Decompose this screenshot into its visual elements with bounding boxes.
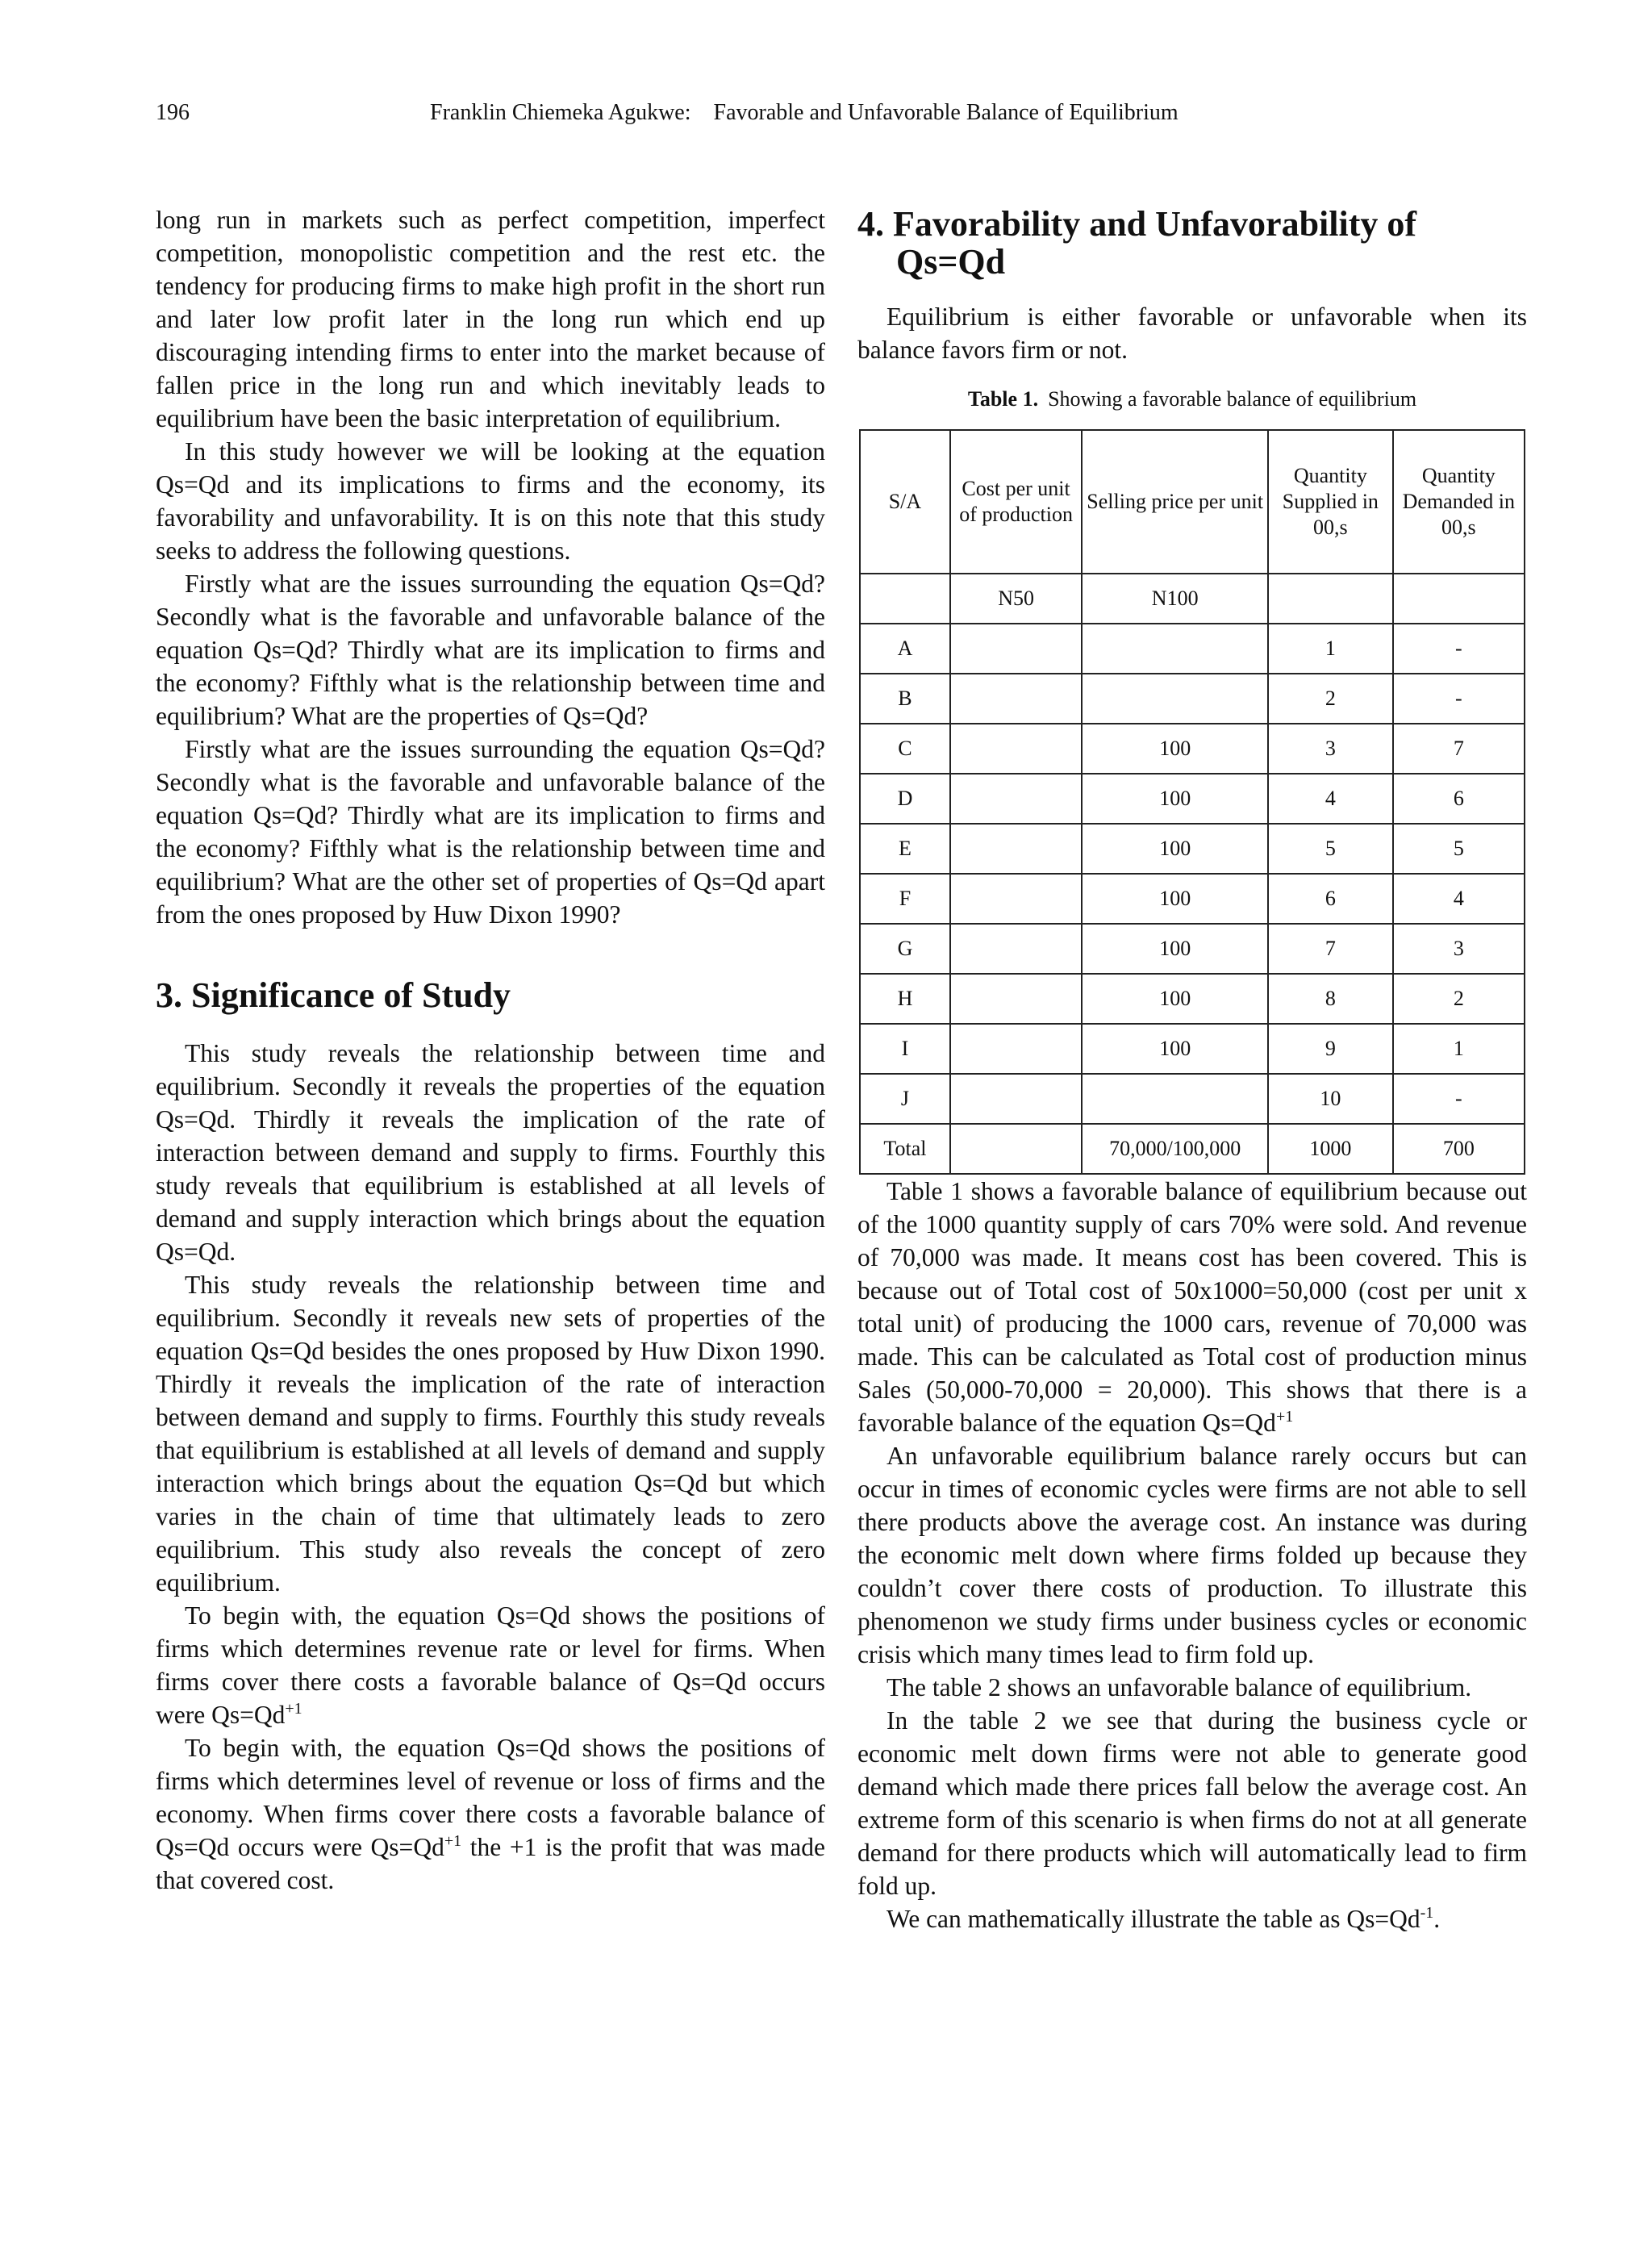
- table-cell: [860, 574, 950, 624]
- table-header-cell: Selling price per unit: [1082, 430, 1268, 574]
- table-caption-label: Table 1.: [967, 387, 1039, 411]
- table-cell: G: [860, 924, 950, 974]
- table-row: [860, 774, 1525, 824]
- paragraph: The table 2 shows an unfavorable balance of equilibrium.: [886, 1673, 1472, 1701]
- table-cell: [950, 674, 1082, 724]
- table-row: [860, 874, 1525, 924]
- table-cell: D: [860, 774, 950, 824]
- table-caption-text: Showing a favorable balance of equilibrium: [1048, 387, 1417, 411]
- table-cell: 2: [1268, 674, 1393, 724]
- table-header-cell: Quantity Demanded in 00,s: [1393, 430, 1525, 574]
- paragraph: Equilibrium is either favorable or unfavorable when its balance favors firm or not.: [857, 303, 1527, 364]
- paragraph-text: the +1 is the profit that was made that covered cost.: [156, 1833, 825, 1894]
- section-heading-favorability: 4. Favorability and Unfavorability of Qs=Qd: [857, 204, 1417, 282]
- table-row: [860, 1124, 1525, 1174]
- paragraph-text: To begin with, the equation Qs=Qd shows the positions of firms which determines level of revenue or loss of firms and the economy. When firms cover there costs a favorable balance of Qs=Qd occurs were Qs=Qd: [156, 1734, 825, 1861]
- paragraph: This study reveals the relationship between time and equilibrium. Secondly it reveals the properties of the equation Qs=Qd. Thirdly it reveals the implication of the rate of interaction between demand and supply to firms. Fourthly this study reveals that equilibrium is established at all levels of demand and supply interaction which brings about the equation Qs=Qd.: [156, 1039, 825, 1266]
- table-cell: 7: [1393, 724, 1525, 774]
- table-cell: 100: [1082, 1024, 1268, 1074]
- table-row: [860, 974, 1525, 1024]
- table-cell: 100: [1082, 874, 1268, 924]
- paragraph: Firstly what are the issues surrounding the equation Qs=Qd? Secondly what is the favorable and unfavorable balance of the equation Qs=Qd? Thirdly what are its implication to firms and the economy? Fifthly what is the relationship between time and equilibrium? What are the other set of properties of Qs=Qd apart from the ones proposed by Huw Dixon 1990?: [156, 735, 825, 929]
- table-cell: -: [1393, 674, 1525, 724]
- paragraph: [857, 1175, 1527, 1439]
- paragraph: In this study however we will be looking at the equation Qs=Qd and its implications to firms and the economy, its favorability and unfavorability. It is on this note that this study seeks to address the following questions.: [156, 437, 825, 565]
- table-row: [860, 574, 1525, 624]
- table-cell: 3: [1393, 924, 1525, 974]
- table-cell: J: [860, 1074, 950, 1124]
- paragraph-text: .: [1433, 1905, 1441, 1933]
- superscript: +1: [1275, 1408, 1294, 1426]
- table-row: [860, 724, 1525, 774]
- table-body: [860, 574, 1525, 1174]
- superscript: +1: [285, 1700, 302, 1718]
- paragraph-text: Table 1 shows a favorable balance of equilibrium because out of the 1000 quantity supply of cars 70% were sold. And revenue of 70,000 was made. It means cost has been covered. This is because out of Total cost of 50x1000=50,000 (cost per unit x total unit) of producing the 1000 cars, revenue of 70,000 was made. This can be calculated as Total cost of production minus Sales (50,000-70,000 = 20,000). This shows that there is a favorable balance of the equation Qs=Qd: [857, 1177, 1527, 1437]
- paragraph: This study reveals the relationship between time and equilibrium. Secondly it reveals new sets of properties of the equation Qs=Qd besides the ones proposed by Huw Dixon 1990. Thirdly it reveals the implication of the rate of interaction between demand and supply to firms. Fourthly this study reveals that equilibrium is established at all levels of demand and supply interaction which brings about the equation Qs=Qd but which varies in the chain of time that ultimately leads to zero equilibrium. This study also reveals the concept of zero equilibrium.: [156, 1271, 825, 1597]
- table-cell: [1082, 624, 1268, 674]
- table-cell: [950, 724, 1082, 774]
- paragraph-text: To begin with, the equation Qs=Qd shows the positions of firms which determines revenue rate or level for firms. When firms cover there costs a favorable balance of Qs=Qd occurs were Qs=Qd: [156, 1601, 825, 1729]
- table-cell: 1: [1393, 1024, 1525, 1074]
- table-header-cell: S/A: [860, 430, 950, 574]
- table-cell: [950, 1124, 1082, 1174]
- page-header: [156, 95, 1504, 131]
- running-title: Franklin Chiemeka Agukwe: Favorable and Unfavorable Balance of Equilibrium: [430, 100, 1179, 125]
- table-cell: [950, 974, 1082, 1024]
- paragraph: long run in markets such as perfect competition, imperfect competition, monopolistic competition and the rest etc. the tendency for producing firms to make high profit in the short run and later low profit later in the long run which end up discouraging intending firms to enter into the market because of fallen price in the long run and which inevitably leads to equilibrium have been the basic interpretation of equilibrium.: [156, 206, 825, 432]
- table-cell: -: [1393, 624, 1525, 674]
- table-row: [860, 624, 1525, 674]
- table-cell: 5: [1268, 824, 1393, 874]
- data-table: [859, 429, 1525, 1175]
- table-cell: F: [860, 874, 950, 924]
- paragraph: [857, 1902, 1527, 1935]
- right-column: [857, 203, 1527, 1935]
- table-cell: 4: [1268, 774, 1393, 824]
- table-cell: 4: [1393, 874, 1525, 924]
- superscript: -1: [1420, 1904, 1434, 1922]
- table-cell: [1082, 674, 1268, 724]
- table-cell: [950, 874, 1082, 924]
- table-cell: E: [860, 824, 950, 874]
- table-cell: 100: [1082, 824, 1268, 874]
- table-cell: [1268, 574, 1393, 624]
- table-cell: 700: [1393, 1124, 1525, 1174]
- table-cell: B: [860, 674, 950, 724]
- table-cell: 100: [1082, 974, 1268, 1024]
- table-cell: C: [860, 724, 950, 774]
- table-cell: [950, 1024, 1082, 1074]
- table-row: [860, 1024, 1525, 1074]
- table-cell: 7: [1268, 924, 1393, 974]
- table-caption: [857, 386, 1527, 413]
- table-cell: 2: [1393, 974, 1525, 1024]
- section-heading-significance: 3. Significance of Study: [156, 975, 511, 1015]
- paragraph-text: We can mathematically illustrate the table as Qs=Qd: [886, 1905, 1420, 1933]
- table-cell: [950, 1074, 1082, 1124]
- table-row: [860, 924, 1525, 974]
- table-cell: 5: [1393, 824, 1525, 874]
- table-cell: H: [860, 974, 950, 1024]
- table-cell: [950, 824, 1082, 874]
- table-cell: N100: [1082, 574, 1268, 624]
- table-cell: [1393, 574, 1525, 624]
- table-cell: 100: [1082, 924, 1268, 974]
- table-cell: 100: [1082, 774, 1268, 824]
- paragraph: An unfavorable equilibrium balance rarely occurs but can occur in times of economic cycles were firms are not able to sell there products above the average cost. An instance was during the economic melt down where firms folded up because they couldn’t cover there costs of production. To illustrate this phenomenon we study firms under business cycles or economic crisis which many times lead to firm fold up.: [857, 1442, 1527, 1668]
- table-header-cell: Cost per unit of production: [950, 430, 1082, 574]
- paragraph: Firstly what are the issues surrounding the equation Qs=Qd? Secondly what is the favorable and unfavorable balance of the equation Qs=Qd? Thirdly what are its implication to firms and the economy? Fifthly what is the relationship between time and equilibrium? What are the properties of Qs=Qd?: [156, 570, 825, 730]
- table-row: [860, 824, 1525, 874]
- table-cell: 9: [1268, 1024, 1393, 1074]
- table-cell: 10: [1268, 1074, 1393, 1124]
- table-cell: 100: [1082, 724, 1268, 774]
- page-number: 196: [156, 100, 190, 125]
- table-cell: [1082, 1074, 1268, 1124]
- table-cell: 3: [1268, 724, 1393, 774]
- table-row: [860, 1074, 1525, 1124]
- table-cell: 1: [1268, 624, 1393, 674]
- table-cell: 1000: [1268, 1124, 1393, 1174]
- table-cell: Total: [860, 1124, 950, 1174]
- left-column: [156, 203, 825, 1897]
- table-cell: I: [860, 1024, 950, 1074]
- paragraph: In the table 2 we see that during the business cycle or economic melt down firms were not able to generate good demand which made there prices fall below the average cost. An extreme form of this scenario is when firms do not at all generate demand for there products which will automatically lead to firm fold up.: [857, 1706, 1527, 1900]
- table-cell: 70,000/100,000: [1082, 1124, 1268, 1174]
- table-cell: [950, 774, 1082, 824]
- table-cell: 6: [1268, 874, 1393, 924]
- table-cell: 6: [1393, 774, 1525, 824]
- table-cell: -: [1393, 1074, 1525, 1124]
- table-header-cell: Quantity Supplied in 00,s: [1268, 430, 1393, 574]
- table-cell: A: [860, 624, 950, 674]
- table-cell: [950, 624, 1082, 674]
- table-row: [860, 674, 1525, 724]
- table-header-row: [860, 430, 1525, 574]
- table-cell: [950, 924, 1082, 974]
- table-cell: 8: [1268, 974, 1393, 1024]
- paragraph: [156, 1599, 825, 1731]
- superscript: +1: [444, 1832, 462, 1850]
- table-cell: N50: [950, 574, 1082, 624]
- paragraph: [156, 1731, 825, 1897]
